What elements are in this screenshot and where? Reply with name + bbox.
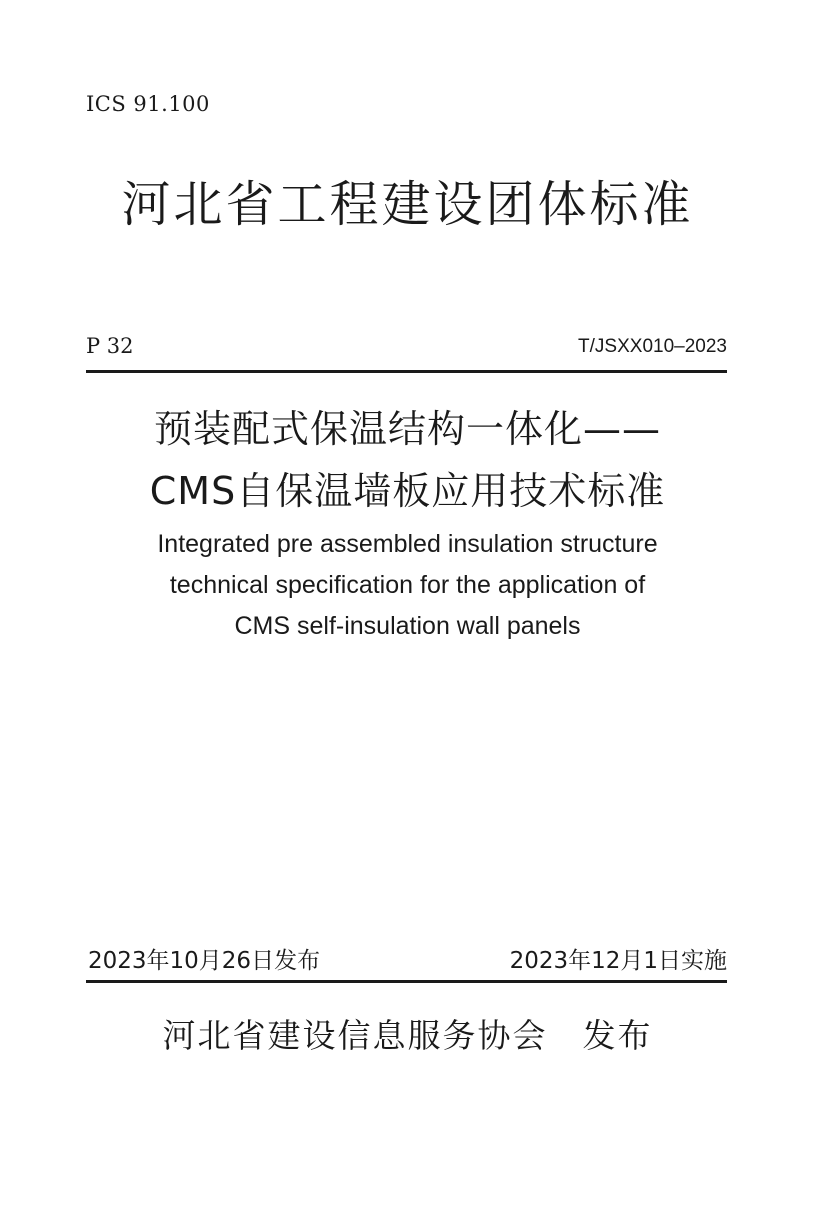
organization-standard-title: 河北省工程建设团体标准 xyxy=(121,176,694,233)
publisher: 河北省建设信息服务协会 发布 xyxy=(162,1016,653,1055)
issue-date: 2023年10月26日发布 xyxy=(88,948,321,974)
top-divider xyxy=(86,370,727,373)
implementation-date: 2023年12月1日实施 xyxy=(509,948,727,974)
english-title-line-1: Integrated pre assembled insulation structure xyxy=(157,530,658,558)
classification-code: P 32 xyxy=(86,334,134,358)
english-title-line-2: technical specification for the application of xyxy=(169,571,646,599)
ics-code: ICS 91.100 xyxy=(86,92,210,116)
english-title-line-3: CMS self-insulation wall panels xyxy=(234,612,581,640)
standard-number: T/JSXX010–2023 xyxy=(578,336,727,357)
chinese-title-line-1: 预装配式保温结构一体化—— xyxy=(153,407,661,451)
bottom-divider xyxy=(86,980,727,983)
chinese-title-line-2: CMS自保温墙板应用技术标准 xyxy=(149,469,666,513)
